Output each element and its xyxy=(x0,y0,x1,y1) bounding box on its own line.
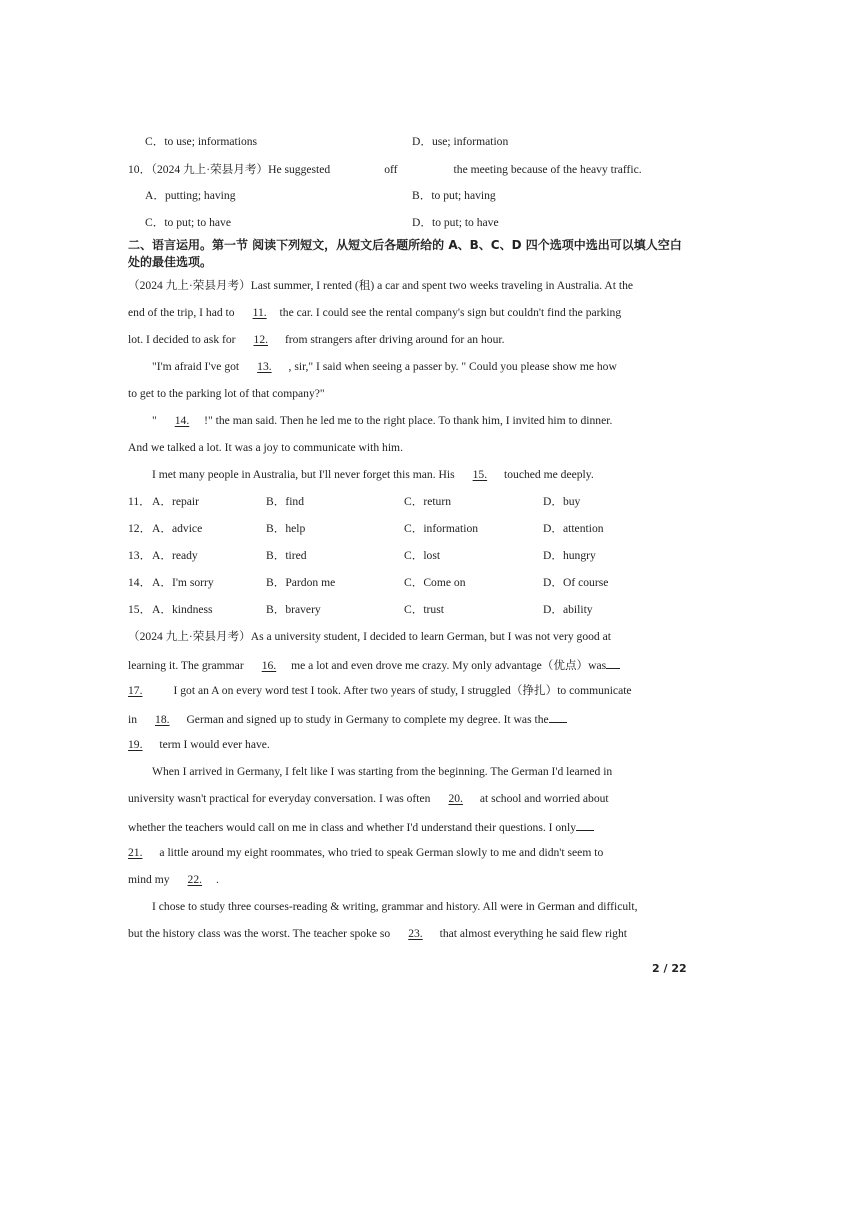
option-number: 14． xyxy=(128,576,152,589)
text: me a lot and even drove me crazy. My only advantage（优点）was xyxy=(291,659,607,672)
option-a: A．repair xyxy=(152,495,199,508)
text: mind my xyxy=(128,873,170,886)
text: touched me deeply. xyxy=(504,468,594,481)
blank-22: 22. xyxy=(187,873,203,886)
blank-21: 21. xyxy=(128,846,143,859)
option-b: B．help xyxy=(266,522,306,535)
passage1-line xyxy=(128,306,688,320)
option-b: B．Pardon me xyxy=(266,576,336,589)
q10-option-c: C．to put; to have xyxy=(145,216,231,229)
text: term I would ever have. xyxy=(159,738,270,751)
text: from strangers after driving around for an hour. xyxy=(284,333,505,346)
option-d: D．attention xyxy=(543,522,604,535)
q10-stem-part3: the meeting because of the heavy traffic. xyxy=(453,163,642,176)
option-d: D．buy xyxy=(543,495,581,508)
passage2-line xyxy=(128,927,688,941)
text: I got an A on every word test I took. After two years of study, I struggled（挣扎）to communicate xyxy=(173,684,632,697)
blank-23: 23. xyxy=(408,927,423,940)
blank-11: 11. xyxy=(252,306,267,319)
q10-option-d: D．to put; to have xyxy=(412,216,499,229)
option-c: C．Come on xyxy=(404,576,466,589)
passage2-line xyxy=(128,711,688,727)
option-number: 15． xyxy=(128,603,152,616)
passage2-line xyxy=(128,792,688,806)
q10-stem xyxy=(128,162,688,177)
q10-option-a: A．putting; having xyxy=(145,189,236,202)
passage2-line xyxy=(128,819,688,835)
passage1-line xyxy=(152,414,712,428)
option-d: D．hungry xyxy=(543,549,596,562)
blank xyxy=(330,162,384,173)
blank xyxy=(549,711,567,723)
q10-option-b: B．to put; having xyxy=(412,189,496,202)
option-number: 11． xyxy=(128,495,151,508)
option-c: C．lost xyxy=(404,549,441,562)
blank-12: 12. xyxy=(253,333,269,346)
q9-option-c: C．to use; informations xyxy=(145,135,258,148)
q10-stem-part2: off xyxy=(384,163,398,176)
text: whether the teachers would call on me in class and whether I'd understand their questions. I only xyxy=(128,821,576,834)
page-number: 2 / 22 xyxy=(652,962,687,975)
passage1-line: And we talked a lot. It was a joy to communicate with him. xyxy=(128,441,403,454)
blank xyxy=(606,657,620,669)
section-heading: 二、语言运用。第一节 阅读下列短文，从短文后各题所给的 A、B、C、D 四个选项中选出可以填人空白处的最佳选项。 xyxy=(128,238,682,269)
text: that almost everything he said flew right xyxy=(439,927,627,940)
text: !" the man said. Then he led me to the right place. To thank him, I invited him to dinner. xyxy=(204,414,613,427)
text: in xyxy=(128,713,138,726)
passage2-line xyxy=(128,738,688,752)
blank-13: 13. xyxy=(257,360,272,373)
text: a little around my eight roommates, who tried to speak German slowly to me and didn't seem to xyxy=(159,846,604,859)
text: I met many people in Australia, but I'll never forget this man. His xyxy=(152,468,455,481)
text: German and signed up to study in Germany to complete my degree. It was the xyxy=(186,713,549,726)
option-number: 12． xyxy=(128,522,152,535)
option-number: 13． xyxy=(128,549,152,562)
text: "I'm afraid I've got xyxy=(152,360,240,373)
option-d: D．Of course xyxy=(543,576,609,589)
option-b: B．find xyxy=(266,495,305,508)
option-b: B．tired xyxy=(266,549,307,562)
text: the car. I could see the rental company's sign but couldn't find the parking xyxy=(279,306,622,319)
passage1-line xyxy=(128,333,688,347)
option-d: D．ability xyxy=(543,603,593,616)
text: end of the trip, I had to xyxy=(128,306,235,319)
passage1-line: to get to the parking lot of that company?" xyxy=(128,387,325,400)
passage2-line xyxy=(128,657,688,673)
q10-stem-part1: 10．（2024 九上·荣县月考）He suggested xyxy=(128,163,331,176)
option-a: A．I'm sorry xyxy=(152,576,214,589)
blank-20: 20. xyxy=(448,792,463,805)
passage2-line xyxy=(128,846,688,860)
blank-15: 15. xyxy=(472,468,488,481)
option-a: A．ready xyxy=(152,549,198,562)
text: at school and worried about xyxy=(479,792,609,805)
text: " xyxy=(152,414,157,427)
passage2-line xyxy=(128,873,688,887)
blank xyxy=(398,162,454,173)
text: . xyxy=(216,873,219,886)
text: but the history class was the worst. The teacher spoke so xyxy=(128,927,391,940)
blank-17: 17. xyxy=(128,684,143,697)
blank-19: 19. xyxy=(128,738,143,751)
option-a: A．advice xyxy=(152,522,203,535)
blank-16: 16. xyxy=(261,659,277,672)
option-c: C．trust xyxy=(404,603,444,616)
passage1-line xyxy=(152,360,712,374)
text: , sir," I said when seeing a passer by. " Could you please show me how xyxy=(288,360,617,373)
text: lot. I decided to ask for xyxy=(128,333,236,346)
blank-18: 18. xyxy=(155,713,170,726)
passage2-line: When I arrived in Germany, I felt like I was starting from the beginning. The German I'd learned in xyxy=(152,765,613,778)
passage1-line xyxy=(152,468,712,482)
passage2-line: I chose to study three courses-reading & writing, grammar and history. All were in German and difficult, xyxy=(152,900,638,913)
text: university wasn't practical for everyday conversation. I was often xyxy=(128,792,431,805)
passage2-line: （2024 九上·荣县月考）As a university student, I decided to learn German, but I was not very good at xyxy=(128,630,611,643)
q9-option-d: D．use; information xyxy=(412,135,509,148)
option-a: A．kindness xyxy=(152,603,213,616)
blank xyxy=(576,819,594,831)
passage1-line: （2024 九上·荣县月考）Last summer, I rented (租) a car and spent two weeks traveling in Australia. At the xyxy=(128,279,634,292)
text: learning it. The grammar xyxy=(128,659,244,672)
blank-14: 14. xyxy=(174,414,190,427)
option-b: B．bravery xyxy=(266,603,321,616)
passage2-line xyxy=(128,684,688,698)
option-c: C．return xyxy=(404,495,452,508)
option-c: C．information xyxy=(404,522,479,535)
